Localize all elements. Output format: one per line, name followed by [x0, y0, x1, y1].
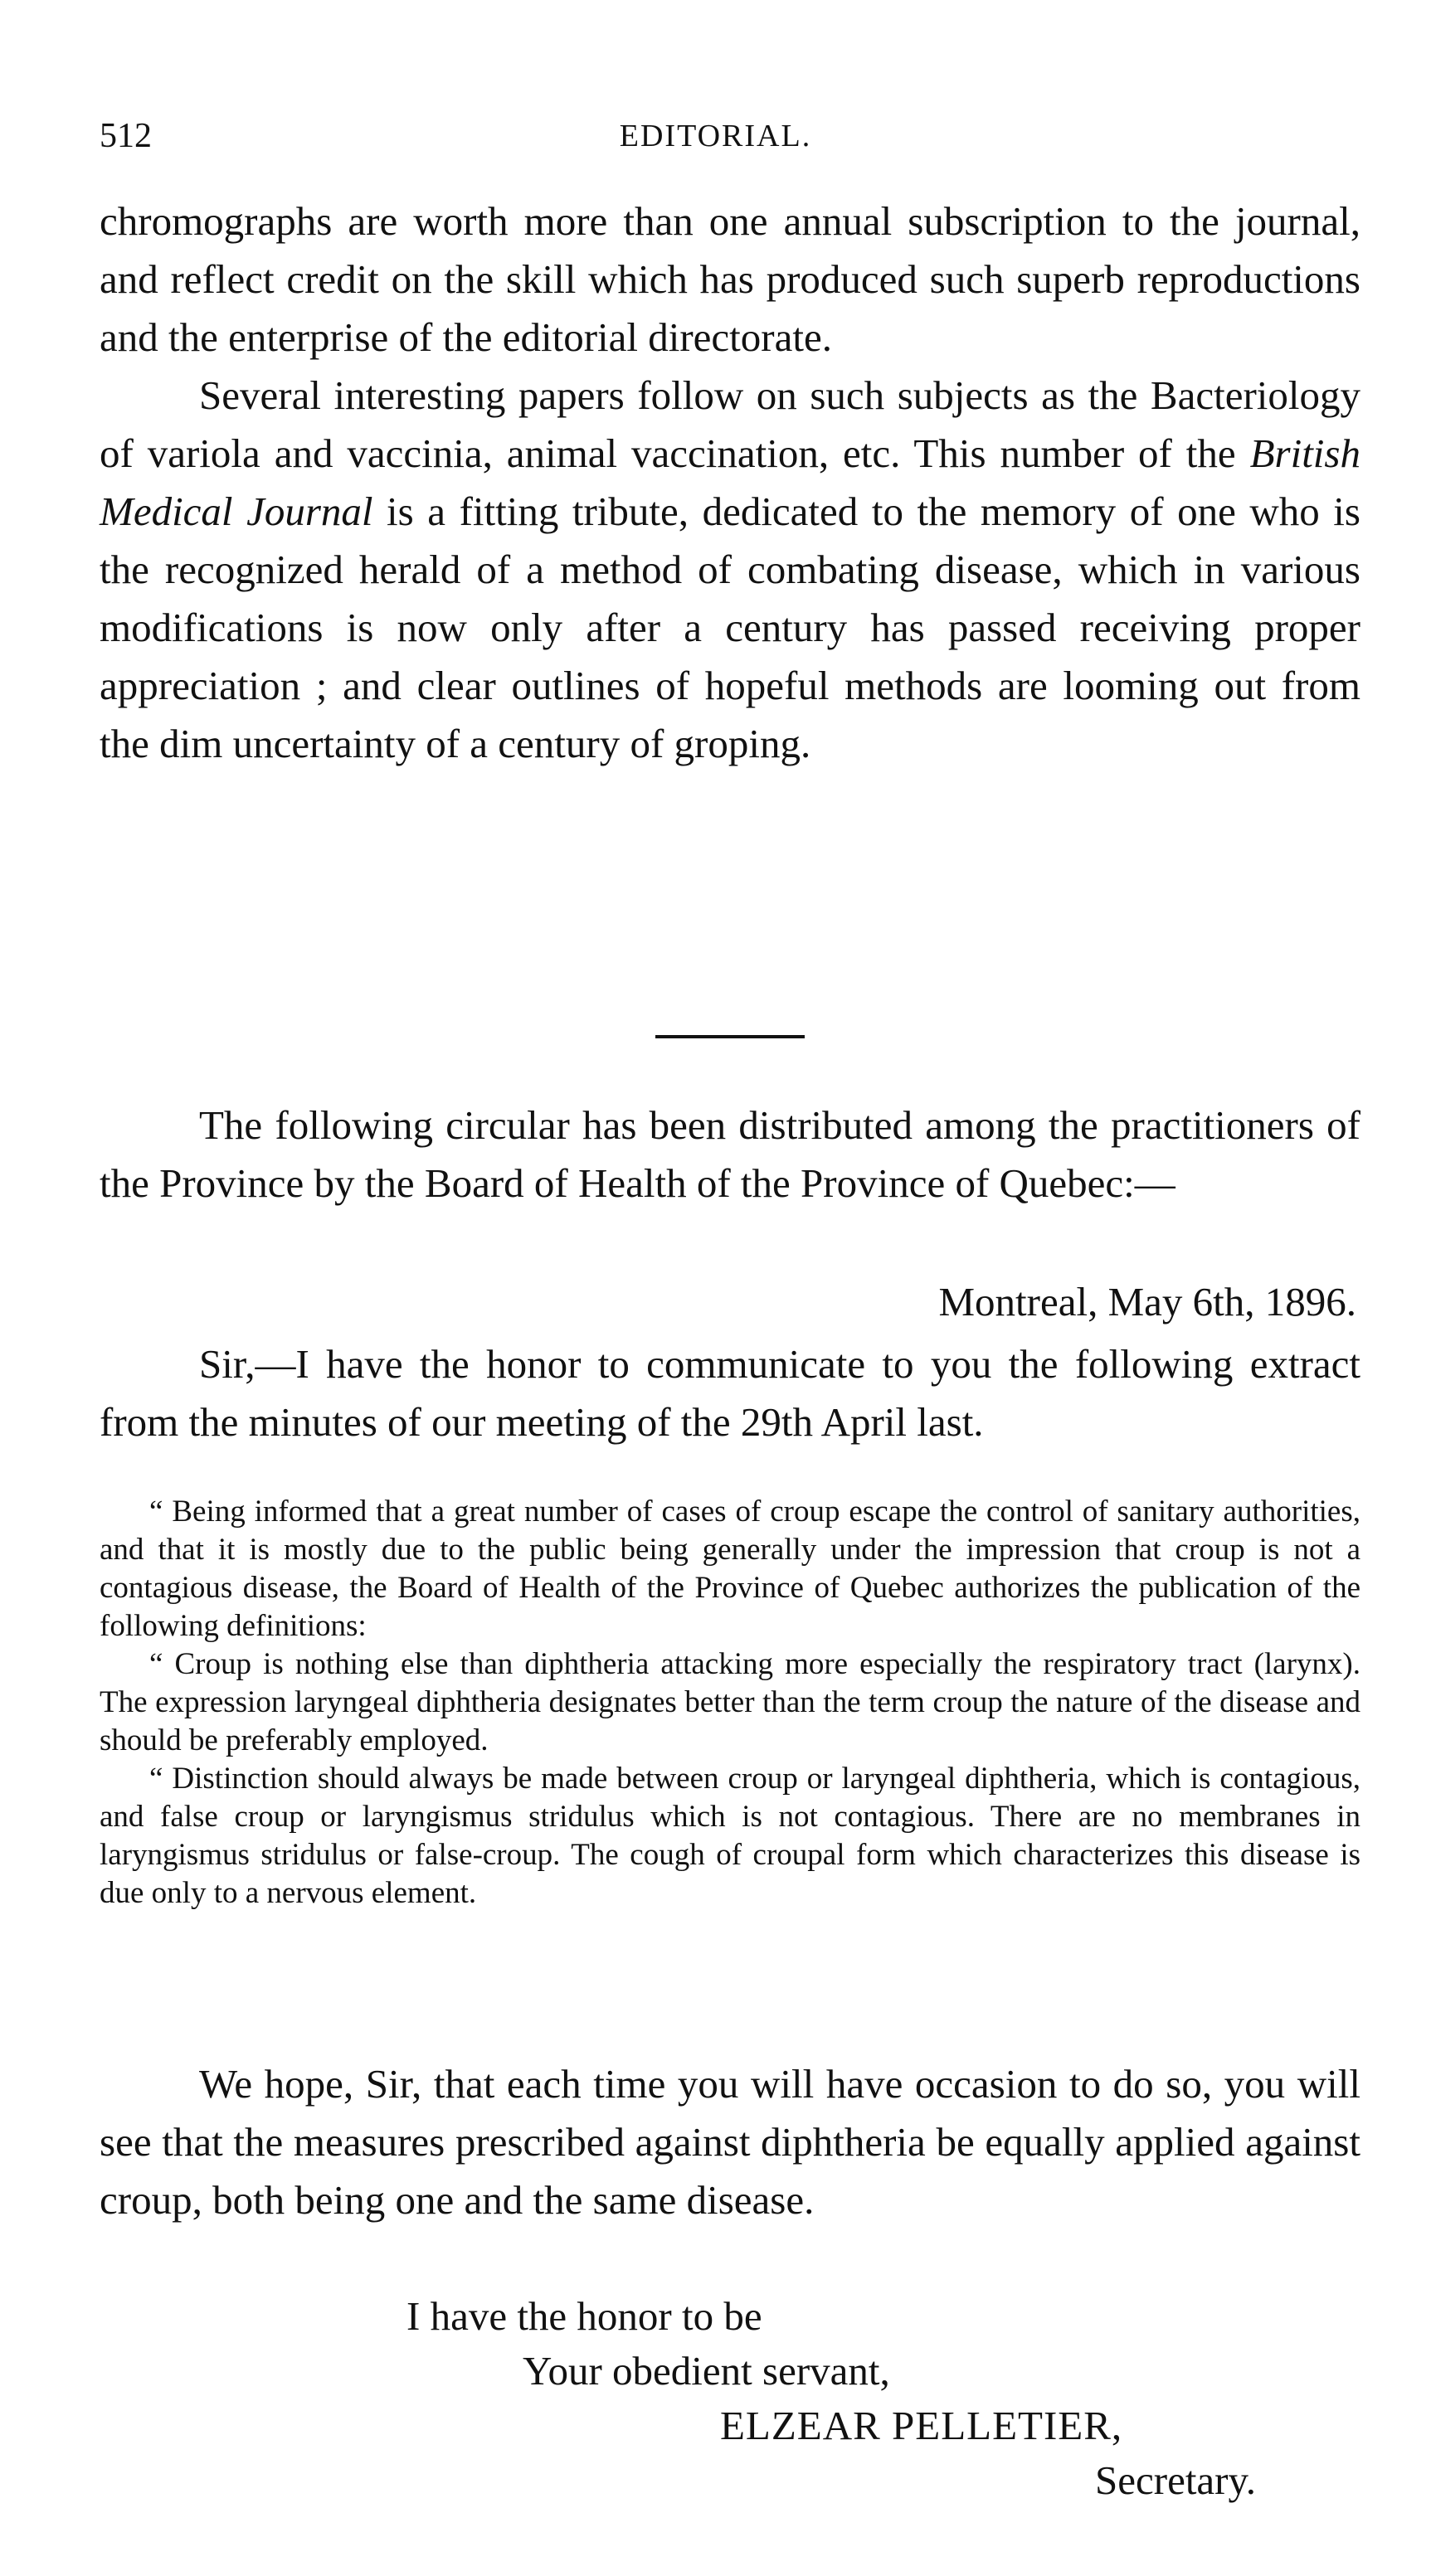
editorial-text	[100, 192, 1360, 773]
papers-text-end: is a fitting tribute, dedicated to the memory of one who is the recognized herald of a method of combating disease, which in various modifications is now only after a century has passed receiving proper appreciation ; and clear outlines of hopeful methods are looming out from the dim uncertainty of a century of groping.	[100, 488, 1360, 766]
running-title: EDITORIAL.	[619, 119, 812, 153]
minutes-extract	[100, 1493, 1360, 1913]
closing-line-1: I have the honor to be	[406, 2293, 762, 2339]
letter-hope-paragraph: We hope, Sir, that each time you will have occasion to do so, you will see that the measures prescribed against diphtheria be equally applied against croup, both being one and the same disease.	[100, 2061, 1360, 2223]
page-number: 512	[100, 117, 152, 155]
running-head	[100, 116, 1331, 166]
signatory-title: Secretary.	[1095, 2457, 1257, 2503]
letter-dateline: Montreal, May 6th, 1896.	[938, 1279, 1356, 1324]
letter-salutation: Sir,—I have the honor to communicate to you the following extract from the minutes of our meeting of the 29th April last.	[100, 1341, 1360, 1445]
circular-intro: The following circular has been distributed among the practitioners of the Province by the Board of Health of the Province of Quebec:—	[100, 1102, 1360, 1206]
signatory-name: ELZEAR PELLETIER,	[720, 2403, 1123, 2448]
extract-paragraph-1: “ Being informed that a great number of cases of croup escape the control of sanitary authorities, and that it is mostly due to the public being generally under the impression that croup is not a contagious disease, the Board of Health of the Province of Quebec authorizes the publication of the following definitions:	[100, 1495, 1360, 1643]
closing-line-2: Your obedient servant,	[523, 2348, 890, 2394]
papers-paragraph	[100, 367, 1360, 773]
section-divider	[655, 1035, 805, 1038]
continued-paragraph: chromographs are worth more than one annual subscription to the journal, and reflect credit on the skill which has produced such superb reproductions and the enterprise of the editorial directorate.	[100, 198, 1360, 360]
extract-paragraph-3: “ Distinction should always be made between croup or laryngeal diphtheria, which is contagious, and false croup or laryngismus stridulus which is not contagious. There are no membranes in laryngismus stridulus or false-croup. The cough of croupal form which characterizes this disease is due only to a nervous element.	[100, 1762, 1360, 1910]
circular-intro-block	[100, 1096, 1360, 1213]
papers-text-start: Several interesting papers follow on such subjects as the Bacteriology of variola and vaccinia, animal vaccination, etc. This number of the	[100, 372, 1360, 476]
journal-title: British Medical Journal	[100, 430, 1360, 534]
extract-paragraph-2: “ Croup is nothing else than diphtheria attacking more especially the respiratory tract (larynx). The expression laryngeal diphtheria designates better than the term croup the nature of the disease and should be preferably employed.	[100, 1647, 1360, 1757]
letter-salutation-block	[100, 1335, 1360, 1451]
letter-body-block	[100, 2055, 1360, 2229]
